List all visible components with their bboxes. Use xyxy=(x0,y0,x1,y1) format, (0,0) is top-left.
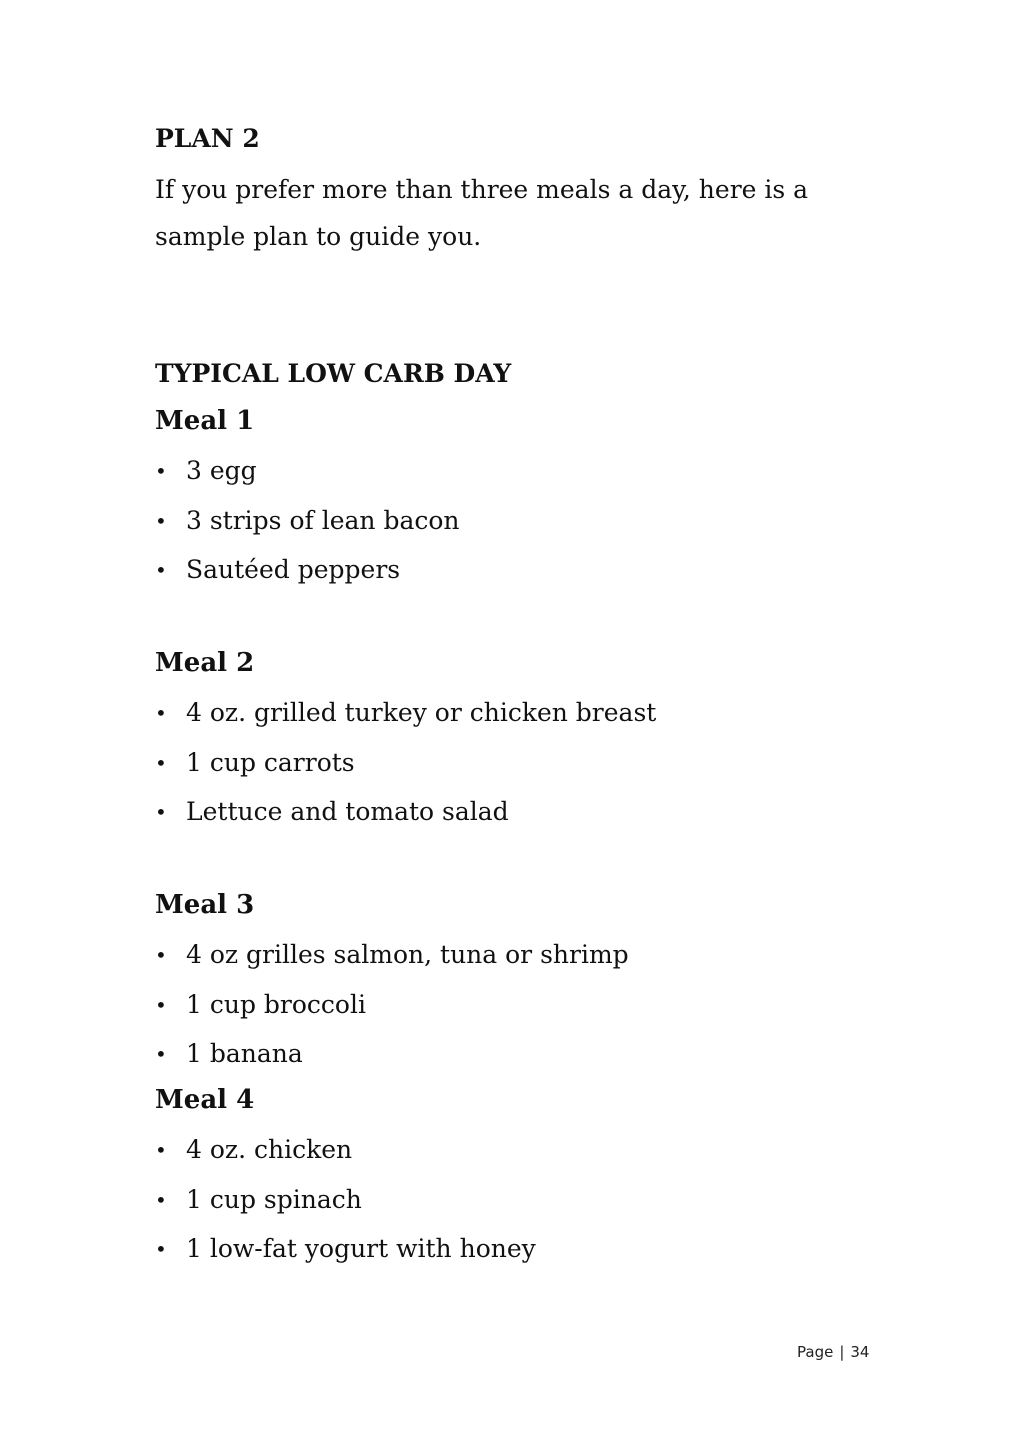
section-title: TYPICAL LOW CARB DAY xyxy=(155,359,512,388)
meal-heading: Meal 2 xyxy=(155,648,255,678)
bullet-icon: • xyxy=(155,750,167,775)
bullet-icon: • xyxy=(155,1187,167,1212)
list-item-text: 1 low-fat yogurt with honey xyxy=(186,1234,536,1263)
list-item xyxy=(155,746,656,796)
list-item xyxy=(155,454,460,504)
list-item-text: 1 cup spinach xyxy=(186,1184,362,1214)
meal-heading: Meal 1 xyxy=(155,406,255,436)
bullet-icon: • xyxy=(155,943,167,967)
list-item-text: 3 strips of lean bacon xyxy=(186,505,460,535)
page-number: 34 xyxy=(850,1343,870,1361)
list-item-text: 1 cup broccoli xyxy=(186,989,366,1019)
plan-title: PLAN 2 xyxy=(155,124,260,153)
bullet-icon: • xyxy=(155,459,167,483)
list-item xyxy=(155,988,629,1038)
page-footer xyxy=(797,1341,869,1363)
list-item-text: Lettuce and tomato salad xyxy=(186,797,509,826)
list-item-text: 1 banana xyxy=(186,1039,303,1068)
page-label: Page xyxy=(797,1343,834,1361)
meal-list xyxy=(155,1133,536,1282)
meal-list xyxy=(155,938,629,1087)
list-item xyxy=(155,795,656,845)
meal-list xyxy=(155,454,460,603)
list-item xyxy=(155,504,460,554)
list-item-text: 4 oz. grilled turkey or chicken breast xyxy=(186,698,657,727)
bullet-icon: • xyxy=(155,1042,167,1066)
list-item-text: 3 egg xyxy=(186,456,257,485)
list-item-text: Sautéed peppers xyxy=(186,555,401,584)
bullet-icon: • xyxy=(155,992,167,1017)
list-item xyxy=(155,1133,536,1183)
footer-separator: | xyxy=(839,1343,845,1361)
list-item xyxy=(155,1232,536,1282)
bullet-icon: • xyxy=(155,800,167,824)
list-item xyxy=(155,553,460,603)
intro-paragraph: If you prefer more than three meals a day, here is a sample plan to guide you. xyxy=(155,175,809,251)
list-item xyxy=(155,938,629,988)
list-item-text: 4 oz grilles salmon, tuna or shrimp xyxy=(186,940,629,969)
bullet-icon: • xyxy=(155,701,167,725)
bullet-icon: • xyxy=(155,1237,167,1261)
meal-heading: Meal 4 xyxy=(155,1085,255,1115)
bullet-icon: • xyxy=(155,558,167,582)
list-item xyxy=(155,696,656,746)
meal-list xyxy=(155,696,656,845)
list-item-text: 4 oz. chicken xyxy=(186,1135,353,1164)
list-item-text: 1 cup carrots xyxy=(186,747,355,777)
meal-heading: Meal 3 xyxy=(155,890,255,920)
list-item xyxy=(155,1183,536,1233)
list-item xyxy=(155,1037,629,1087)
bullet-icon: • xyxy=(155,508,167,533)
bullet-icon: • xyxy=(155,1138,167,1162)
